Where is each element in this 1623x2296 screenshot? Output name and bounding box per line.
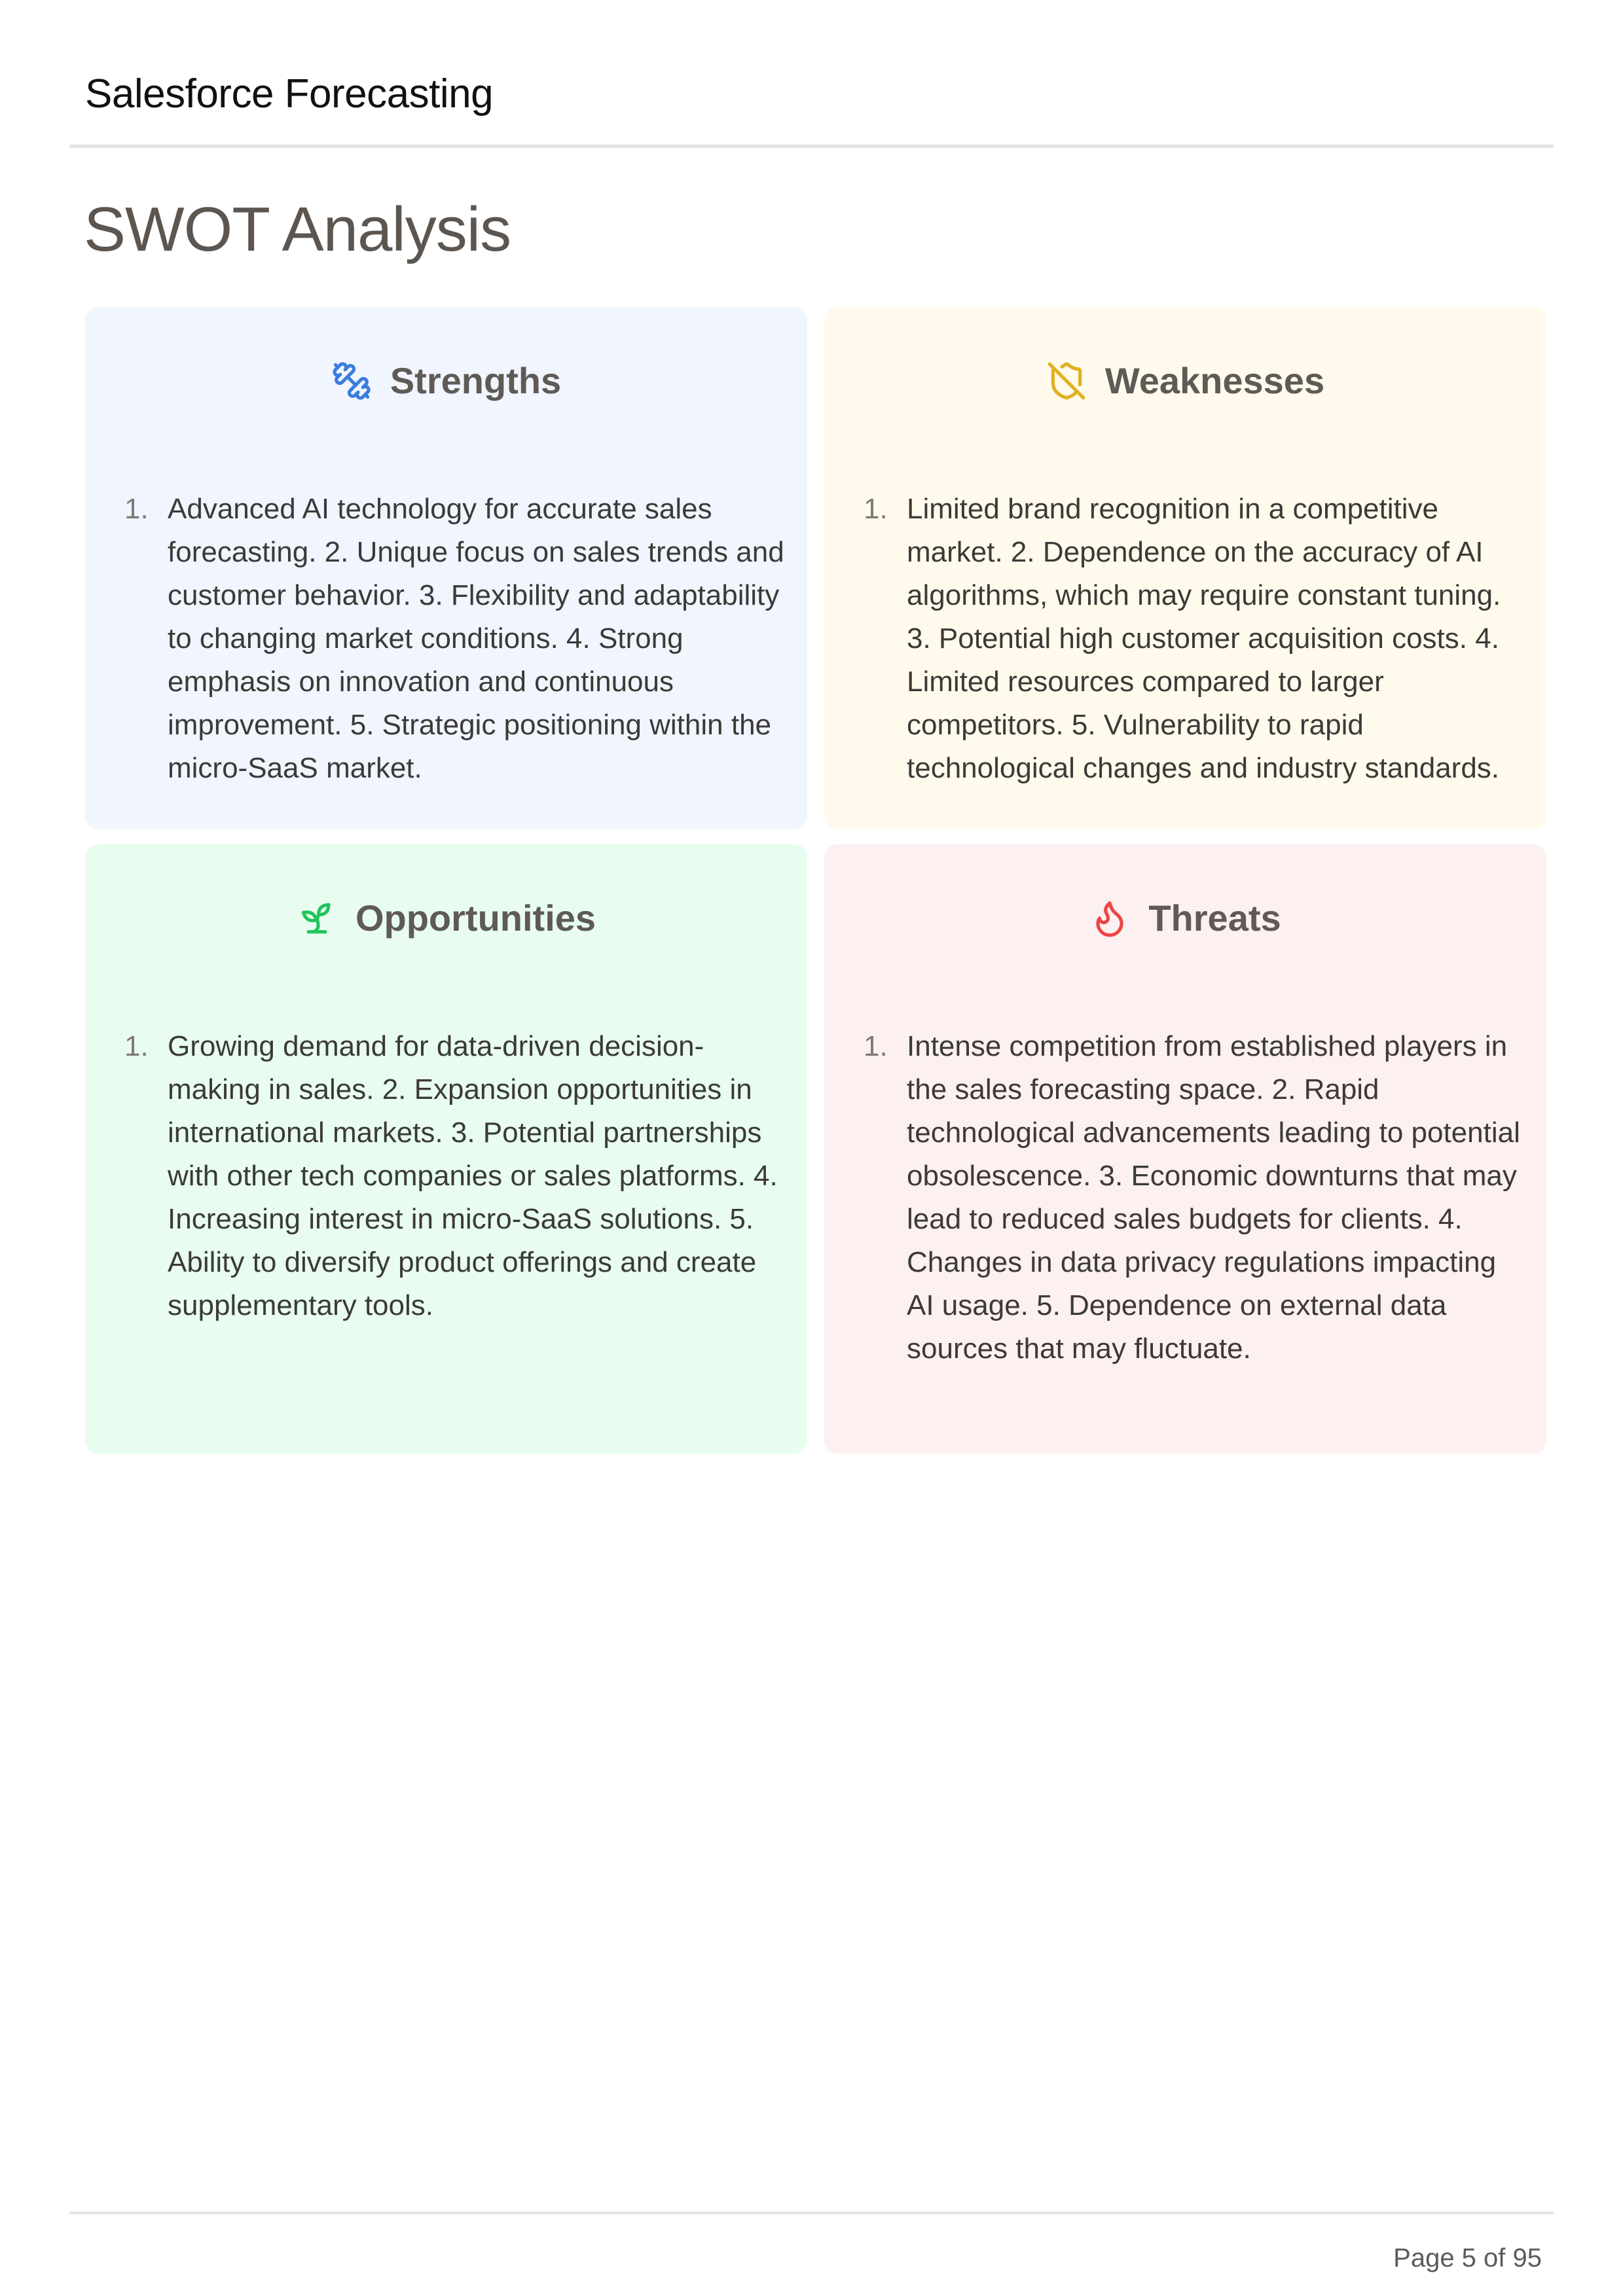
shield-off-icon	[1046, 361, 1087, 401]
opportunities-title: Opportunities	[355, 897, 596, 939]
threats-list	[864, 1025, 1527, 1371]
section-title: SWOT Analysis	[84, 194, 511, 264]
list-item-number: 1.	[864, 1030, 888, 1062]
opportunities-card-header	[85, 897, 807, 939]
threats-card	[824, 844, 1546, 1454]
list-item-number: 1.	[864, 493, 888, 525]
list-item-text: Growing demand for data-driven decision-making in sales. 2. Expansion opportunities in international markets. 3. Potential partnerships with other tech companies or sales platforms. 4. Increasing interest in micro-SaaS solutions. 5. Ability to diversify product offerings and create supplementary tools.	[168, 1030, 778, 1321]
opportunities-list	[124, 1025, 788, 1327]
swot-grid	[85, 307, 1538, 1454]
dumbbell-icon	[331, 361, 372, 401]
strengths-card-header	[85, 359, 807, 402]
list-item-text: Limited brand recognition in a competitive market. 2. Dependence on the accuracy of AI algorithms, which may require constant tuning. 3. Potential high customer acquisition costs. 4. Limited resources compared to larger competitors. 5. Vulnerability to rapid technological changes and industry standards.	[907, 493, 1501, 784]
weaknesses-title: Weaknesses	[1104, 360, 1325, 401]
sprout-icon	[297, 898, 337, 939]
list-item-number: 1.	[124, 1030, 149, 1062]
list-item-text: Intense competition from established players in the sales forecasting space. 2. Rapid technological advancements leading to potential obsolescence. 3. Economic downturns that may lead to reduced sales budgets for clients. 4. Changes in data privacy regulations impacting AI usage. 5. Dependence on external data sources that may fluctuate.	[907, 1030, 1520, 1365]
weaknesses-card	[824, 307, 1546, 829]
strengths-list	[124, 488, 788, 790]
threats-title: Threats	[1148, 897, 1281, 939]
list-item	[124, 488, 788, 790]
list-item	[864, 488, 1527, 790]
list-item	[124, 1025, 788, 1327]
strengths-card	[85, 307, 807, 829]
page-number: Page 5 of 95	[1393, 2244, 1542, 2272]
header-divider	[69, 145, 1554, 148]
footer-divider	[69, 2212, 1554, 2214]
list-item-text: Advanced AI technology for accurate sales forecasting. 2. Unique focus on sales trends and customer behavior. 3. Flexibility and adaptability to changing market conditions. 4. Strong emphasis on innovation and continuous improvement. 5. Strategic positioning within the micro-SaaS market.	[168, 493, 784, 784]
flame-icon	[1089, 898, 1130, 939]
document-header-title: Salesforce Forecasting	[85, 71, 494, 117]
opportunities-card	[85, 844, 807, 1454]
weaknesses-card-header	[824, 359, 1546, 402]
threats-card-header	[824, 897, 1546, 939]
list-item	[864, 1025, 1527, 1371]
list-item-number: 1.	[124, 493, 149, 525]
weaknesses-list	[864, 488, 1527, 790]
strengths-title: Strengths	[390, 360, 562, 401]
